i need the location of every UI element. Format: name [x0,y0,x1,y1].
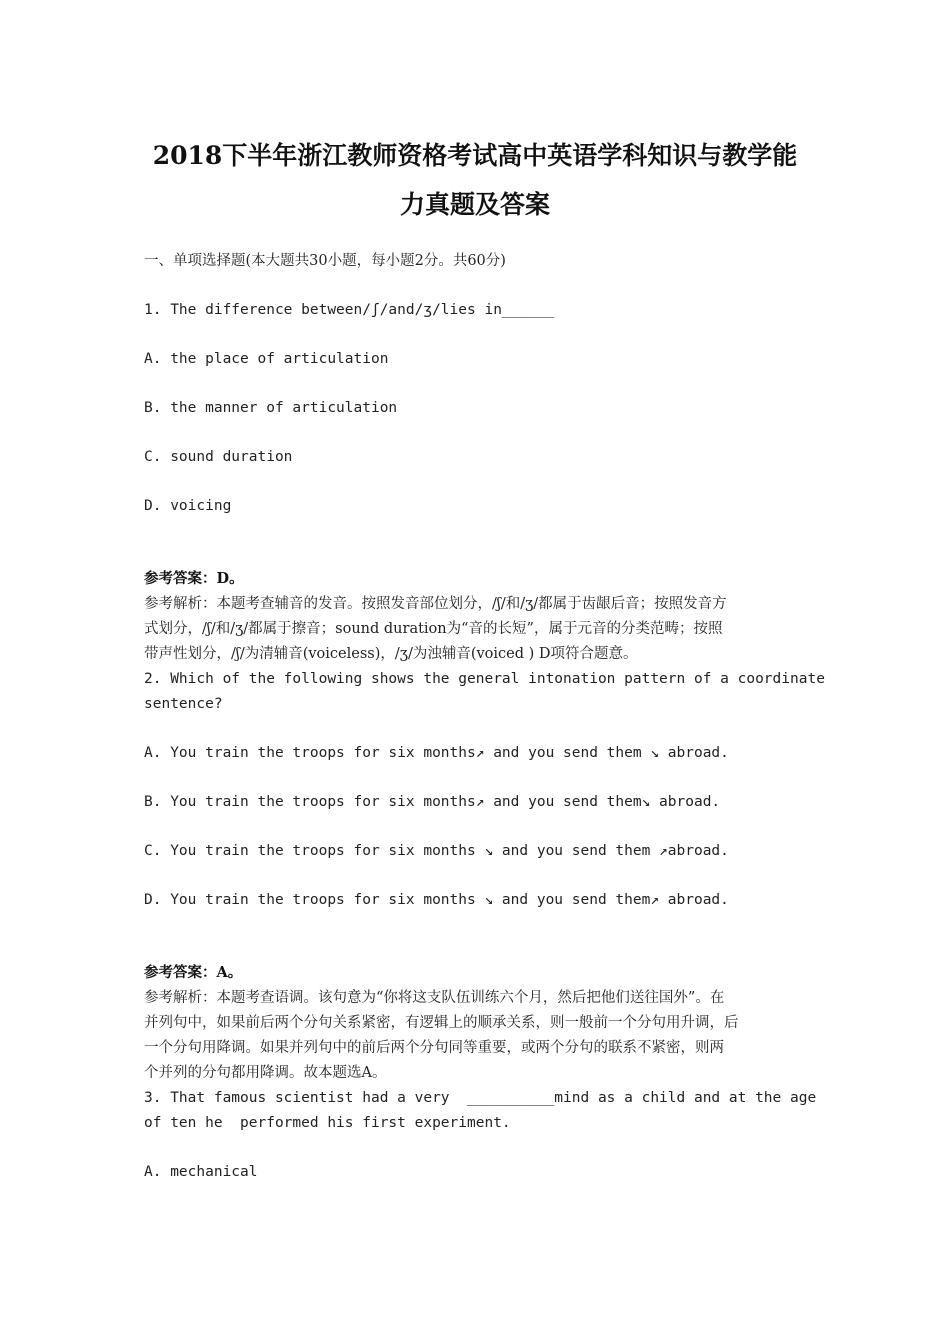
q1-stem: 1. The difference between/ʃ/and/ʒ/lies in______ [144,302,555,318]
q1-option-a: A. the place of articulation [144,351,389,367]
q2-explanation-line-1: 参考解析：本题考查语调。该句意为“你将这支队伍训练六个月，然后把他们送往国外”。在 [144,990,725,1006]
q1-explanation-line-3: 带声性划分，/ʃ/为清辅音(voiceless)，/ʒ/为浊辅音(voiced ) D项符合题意。 [144,646,638,662]
q1-answer: 参考答案：D。 [144,570,244,587]
q1-option-c: C. sound duration [144,449,293,465]
q1-option-b: B. the manner of articulation [144,400,398,416]
q1-explanation-line-1: 参考解析：本题考查辅音的发音。按照发音部位划分，/ʃ/和/ʒ/都属于齿龈后音；按照发音方 [144,596,727,612]
q3-option-a: A. mechanical [144,1164,258,1180]
q2-answer: 参考答案：A。 [144,964,243,981]
q1-option-d: D. voicing [144,498,232,514]
q3-stem-line-1: 3. That famous scientist had a very __________mind as a child and at the age [144,1090,817,1106]
q2-explanation-line-3: 一个分句用降调。如果并列句中的前后两个分句同等重要，或两个分句的联系不紧密，则两 [144,1040,724,1056]
q2-explanation-line-2: 并列句中，如果前后两个分句关系紧密，有逻辑上的顺承关系，则一般前一个分句用升调，后 [144,1015,739,1031]
q2-option-c: C. You train the troops for six months ↘ and you send them ↗abroad. [144,843,729,859]
section-heading: 一、单项选择题(本大题共30小题，每小题2分。共60分) [144,253,506,269]
q1-explanation-line-2: 式划分，/ʃ/和/ʒ/都属于擦音；sound duration为“音的长短”，属于元音的分类范畴；按照 [144,621,723,637]
doc-title-line-2: 力真题及答案 [399,190,550,219]
doc-title-line-1: 2018下半年浙江教师资格考试高中英语学科知识与教学能 [152,141,798,170]
q2-stem-line-1: 2. Which of the following shows the general intonation pattern of a coordinate [144,671,825,687]
q2-stem-line-2: sentence? [144,696,223,712]
q2-option-b: B. You train the troops for six months↗ and you send them↘ abroad. [144,794,721,810]
q2-explanation-line-4: 个并列的分句都用降调。故本题选A。 [144,1065,387,1081]
q2-option-a: A. You train the troops for six months↗ and you send them ↘ abroad. [144,745,729,761]
q2-option-d: D. You train the troops for six months ↘ and you send them↗ abroad. [144,892,729,908]
q3-stem-line-2: of ten he performed his first experiment. [144,1115,511,1131]
